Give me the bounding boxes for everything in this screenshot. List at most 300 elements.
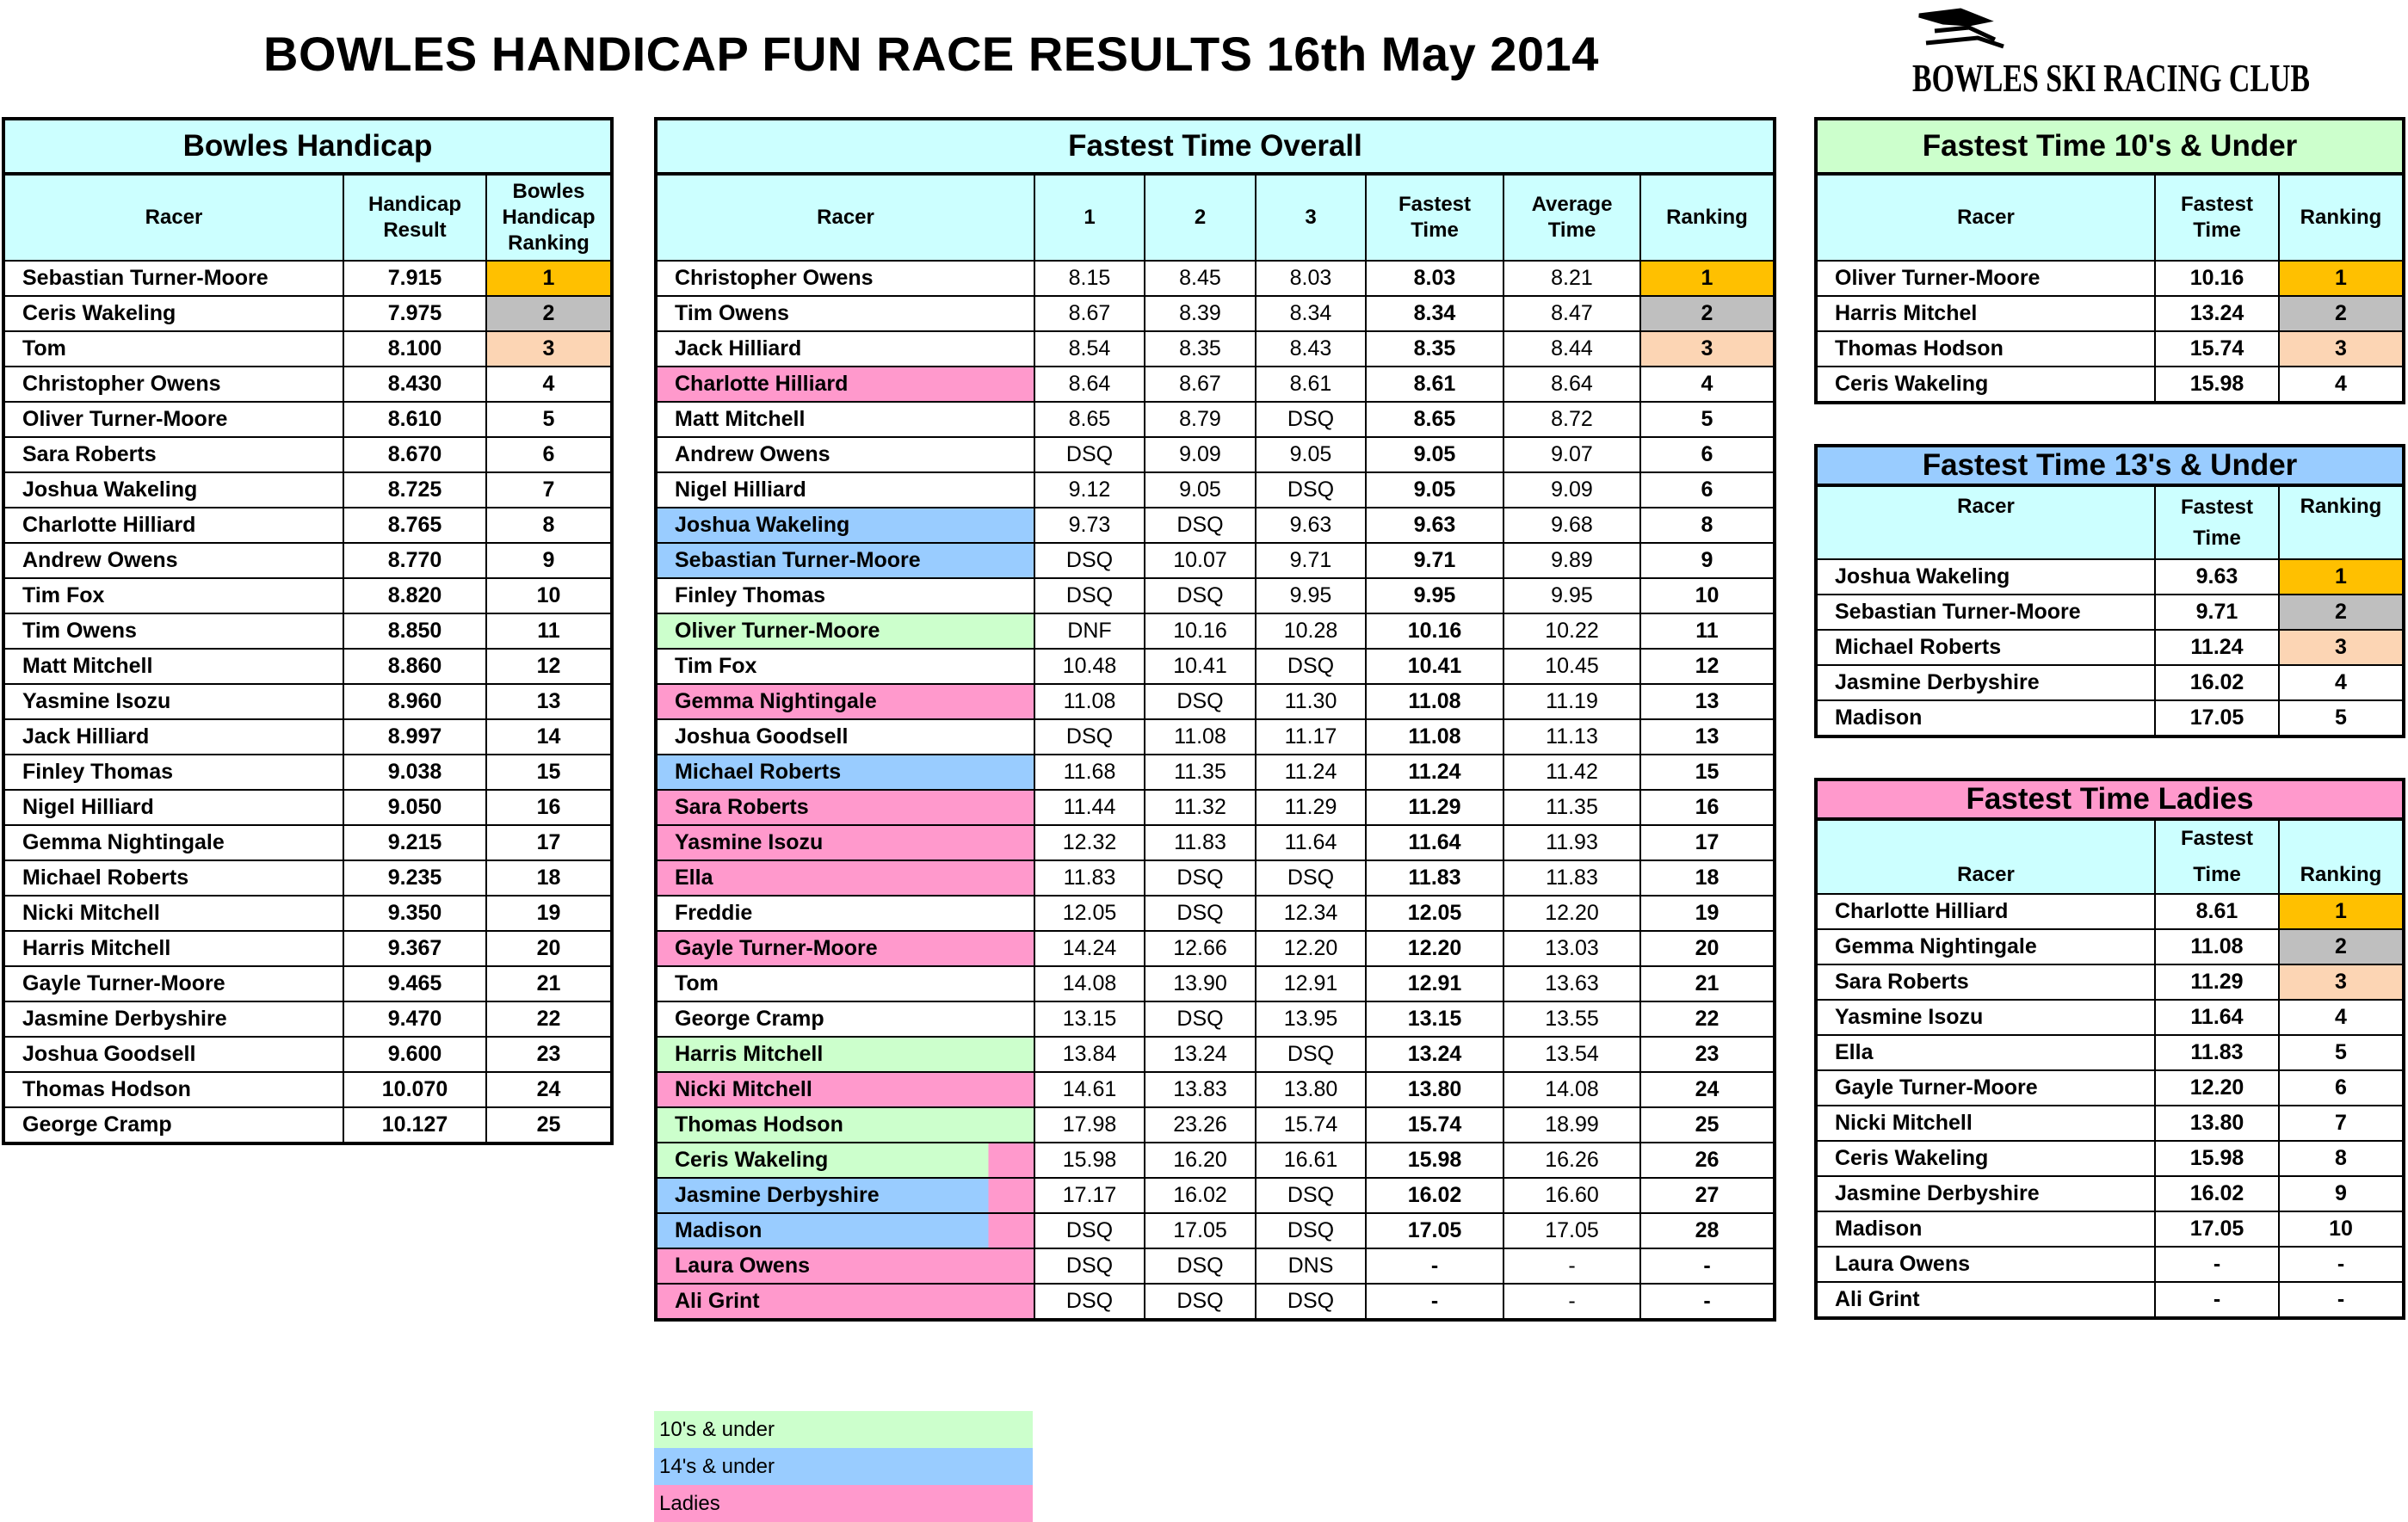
column-header: Ranking [2279, 819, 2404, 894]
value-cell: 11.08 [1034, 684, 1145, 719]
value-cell: - [2155, 1282, 2279, 1318]
value-cell: 8.34 [1366, 296, 1503, 331]
value-cell: 8.770 [343, 543, 486, 578]
value-cell: 11.29 [1256, 790, 1366, 825]
value-cell: 10.48 [1034, 649, 1145, 684]
value-cell: 8.34 [1256, 296, 1366, 331]
table-row [656, 649, 1775, 684]
ranking-cell: 18 [486, 860, 612, 896]
racer-name: Madison [1816, 700, 2155, 736]
racer-name: Ella [656, 860, 1034, 896]
table-row [656, 508, 1775, 543]
table-row [3, 719, 612, 755]
club-logo [1909, 5, 2318, 105]
ranking-cell: 7 [486, 472, 612, 508]
column-header: 2 [1145, 174, 1256, 261]
table-row [3, 296, 612, 331]
table-row [656, 684, 1775, 719]
table-row [656, 402, 1775, 437]
value-cell: 13.24 [1145, 1037, 1256, 1072]
racer-name: Tim Owens [3, 613, 343, 649]
racer-name: Joshua Wakeling [656, 508, 1034, 543]
value-cell: DSQ [1034, 437, 1145, 472]
racer-name: Ali Grint [656, 1284, 1034, 1320]
table-row [656, 1284, 1775, 1320]
racer-name: Gemma Nightingale [3, 825, 343, 860]
racer-name: Sara Roberts [1816, 964, 2155, 1000]
value-cell: 12.05 [1034, 896, 1145, 931]
racer-name: Ali Grint [1816, 1282, 2155, 1318]
ranking-cell: 13 [1640, 684, 1775, 719]
ranking-cell: 15 [486, 755, 612, 790]
racer-name: Laura Owens [656, 1248, 1034, 1284]
ranking-cell: 2 [486, 296, 612, 331]
value-cell: 12.32 [1034, 825, 1145, 860]
value-cell: 10.22 [1503, 613, 1640, 649]
value-cell: 16.02 [2155, 1176, 2279, 1211]
racer-name: Sebastian Turner-Moore [1816, 595, 2155, 630]
value-cell: DSQ [1034, 543, 1145, 578]
column-header: Fastest Time [2155, 819, 2279, 894]
ranking-cell: - [1640, 1248, 1775, 1284]
table-row [3, 1001, 612, 1037]
value-cell: 11.19 [1503, 684, 1640, 719]
column-header: Racer [3, 174, 343, 261]
value-cell: 8.850 [343, 613, 486, 649]
value-cell: 12.34 [1256, 896, 1366, 931]
value-cell: 9.038 [343, 755, 486, 790]
value-cell: DSQ [1034, 578, 1145, 613]
table-row [3, 472, 612, 508]
value-cell: - [1366, 1248, 1503, 1284]
ranking-cell: 7 [2279, 1106, 2404, 1141]
column-header: Bowles Handicap Ranking [486, 174, 612, 261]
racer-name: Jasmine Derbyshire [1816, 1176, 2155, 1211]
value-cell: 11.64 [1366, 825, 1503, 860]
racer-name: Gayle Turner-Moore [1816, 1070, 2155, 1106]
ranking-cell: 1 [1640, 261, 1775, 296]
value-cell: 7.975 [343, 296, 486, 331]
value-cell: 9.235 [343, 860, 486, 896]
racer-name: Sebastian Turner-Moore [3, 261, 343, 296]
table-row [656, 1213, 1775, 1248]
column-header: Racer [1816, 174, 2155, 261]
table-row [656, 860, 1775, 896]
ranking-cell: - [1640, 1284, 1775, 1320]
ranking-cell: 8 [486, 508, 612, 543]
value-cell: 17.05 [1366, 1213, 1503, 1248]
racer-name: Michael Roberts [3, 860, 343, 896]
racer-name: Harris Mitchell [3, 931, 343, 966]
value-cell: DSQ [1145, 1284, 1256, 1320]
value-cell: 15.98 [2155, 1141, 2279, 1176]
value-cell: 15.74 [1256, 1107, 1366, 1143]
value-cell: 8.65 [1366, 402, 1503, 437]
ranking-cell: 14 [486, 719, 612, 755]
racer-name: Jack Hilliard [656, 331, 1034, 367]
value-cell: 10.16 [2155, 261, 2279, 296]
ranking-cell: 1 [486, 261, 612, 296]
table-row [3, 684, 612, 719]
value-cell: 8.54 [1034, 331, 1145, 367]
value-cell: 10.41 [1145, 649, 1256, 684]
value-cell: 12.20 [1503, 896, 1640, 931]
racer-name: Madison [1816, 1211, 2155, 1247]
racer-name: Tom [3, 331, 343, 367]
value-cell: 11.83 [2155, 1035, 2279, 1070]
table-row [3, 1037, 612, 1072]
value-cell: 12.20 [2155, 1070, 2279, 1106]
ranking-cell: 12 [486, 649, 612, 684]
value-cell: 8.47 [1503, 296, 1640, 331]
table-row [656, 1248, 1775, 1284]
value-cell: 10.16 [1145, 613, 1256, 649]
table-row [656, 1001, 1775, 1037]
ranking-cell: 3 [2279, 630, 2404, 665]
racer-name: Joshua Wakeling [1816, 559, 2155, 595]
value-cell: 9.09 [1503, 472, 1640, 508]
value-cell: 8.43 [1256, 331, 1366, 367]
ranking-cell: 16 [1640, 790, 1775, 825]
ranking-cell: 11 [1640, 613, 1775, 649]
value-cell: 11.93 [1503, 825, 1640, 860]
value-cell: 15.74 [1366, 1107, 1503, 1143]
value-cell: DSQ [1034, 719, 1145, 755]
column-header: Racer [1816, 485, 2155, 559]
value-cell: DSQ [1145, 1001, 1256, 1037]
table-row [3, 896, 612, 931]
table-row [1816, 296, 2404, 331]
column-header: Racer [656, 174, 1034, 261]
table-row [656, 719, 1775, 755]
value-cell: 8.100 [343, 331, 486, 367]
value-cell: 9.07 [1503, 437, 1640, 472]
value-cell: - [2155, 1247, 2279, 1282]
value-cell: 9.12 [1034, 472, 1145, 508]
value-cell: 15.74 [2155, 331, 2279, 367]
ranking-cell: 23 [486, 1037, 612, 1072]
column-header: Fastest Time [1366, 174, 1503, 261]
table-row [656, 966, 1775, 1001]
value-cell: 15.98 [1034, 1143, 1145, 1178]
table-row [656, 613, 1775, 649]
value-cell: 8.64 [1034, 367, 1145, 402]
value-cell: 17.05 [1145, 1213, 1256, 1248]
value-cell: 11.08 [1366, 684, 1503, 719]
ranking-cell: 9 [2279, 1176, 2404, 1211]
racer-name: Finley Thomas [3, 755, 343, 790]
table-row [656, 755, 1775, 790]
ranking-cell: 1 [2279, 261, 2404, 296]
table-row [1816, 929, 2404, 964]
racer-name: Yasmine Isozu [1816, 1000, 2155, 1035]
value-cell: 9.95 [1366, 578, 1503, 613]
value-cell: 9.05 [1366, 472, 1503, 508]
racer-name: Laura Owens [1816, 1247, 2155, 1282]
value-cell: 11.13 [1503, 719, 1640, 755]
table-row [3, 402, 612, 437]
ranking-cell: 3 [1640, 331, 1775, 367]
value-cell: DSQ [1145, 508, 1256, 543]
racer-name: Andrew Owens [3, 543, 343, 578]
value-cell: 17.05 [2155, 1211, 2279, 1247]
value-cell: DSQ [1145, 578, 1256, 613]
racer-name: Gemma Nightingale [656, 684, 1034, 719]
value-cell: 11.64 [1256, 825, 1366, 860]
table-title: Fastest Time Overall [656, 119, 1775, 174]
ranking-cell: 3 [2279, 331, 2404, 367]
legend-ladies: Ladies [654, 1485, 1033, 1522]
value-cell: 7.915 [343, 261, 486, 296]
table-row [656, 543, 1775, 578]
ranking-cell: 22 [1640, 1001, 1775, 1037]
value-cell: DSQ [1145, 860, 1256, 896]
racer-name: Ceris Wakeling [1816, 367, 2155, 403]
table-row [1816, 559, 2404, 595]
table-row [656, 1143, 1775, 1178]
color-legend [654, 1411, 1033, 1522]
racer-name: Ceris Wakeling [1816, 1141, 2155, 1176]
value-cell: 16.20 [1145, 1143, 1256, 1178]
ranking-cell: 4 [2279, 367, 2404, 403]
fastest-time-tens-table [1814, 117, 2405, 404]
value-cell: 13.95 [1256, 1001, 1366, 1037]
value-cell: 10.070 [343, 1072, 486, 1107]
value-cell: - [1503, 1248, 1640, 1284]
value-cell: 10.127 [343, 1107, 486, 1143]
ranking-cell: - [2279, 1247, 2404, 1282]
value-cell: 16.26 [1503, 1143, 1640, 1178]
fastest-time-ladies-table [1814, 778, 2405, 1320]
table-row [1816, 595, 2404, 630]
value-cell: DSQ [1034, 1284, 1145, 1320]
ranking-cell: 4 [2279, 1000, 2404, 1035]
value-cell: DSQ [1034, 1248, 1145, 1284]
value-cell: 13.84 [1034, 1037, 1145, 1072]
ranking-cell: 25 [486, 1107, 612, 1143]
table-row [1816, 1106, 2404, 1141]
value-cell: 8.960 [343, 684, 486, 719]
racer-name: Harris Mitchel [1816, 296, 2155, 331]
value-cell: 12.20 [1256, 931, 1366, 966]
table-row [1816, 1176, 2404, 1211]
value-cell: 8.610 [343, 402, 486, 437]
table-row [656, 296, 1775, 331]
ranking-cell: 10 [2279, 1211, 2404, 1247]
ranking-cell: 21 [1640, 966, 1775, 1001]
page-title: BOWLES HANDICAP FUN RACE RESULTS 16th May 2014 [263, 27, 1599, 81]
value-cell: 11.24 [1366, 755, 1503, 790]
table-row [656, 331, 1775, 367]
value-cell: 16.02 [2155, 665, 2279, 700]
racer-name: Sara Roberts [656, 790, 1034, 825]
value-cell: 8.860 [343, 649, 486, 684]
table-row [656, 1107, 1775, 1143]
value-cell: DNF [1034, 613, 1145, 649]
racer-name: Jack Hilliard [3, 719, 343, 755]
ranking-cell: 13 [486, 684, 612, 719]
table-row [3, 578, 612, 613]
fastest-time-thirteens-table [1814, 444, 2405, 738]
value-cell: 8.64 [1503, 367, 1640, 402]
value-cell: DSQ [1145, 1248, 1256, 1284]
logo-text: BOWLES SKI RACING CLUB [1912, 56, 2310, 100]
value-cell: 11.29 [2155, 964, 2279, 1000]
value-cell: 9.09 [1145, 437, 1256, 472]
racer-name: Charlotte Hilliard [656, 367, 1034, 402]
table-row [656, 1178, 1775, 1213]
table-row [1816, 964, 2404, 1000]
table-row [656, 472, 1775, 508]
table-row [656, 367, 1775, 402]
ranking-cell: 8 [2279, 1141, 2404, 1176]
bowles-handicap-table [2, 117, 614, 1145]
racer-name: Tim Fox [3, 578, 343, 613]
racer-name: Oliver Turner-Moore [1816, 261, 2155, 296]
racer-name: Jasmine Derbyshire [3, 1001, 343, 1037]
racer-name: George Cramp [3, 1107, 343, 1143]
value-cell: 8.725 [343, 472, 486, 508]
racer-name: Joshua Goodsell [656, 719, 1034, 755]
value-cell: 9.05 [1145, 472, 1256, 508]
value-cell: 9.600 [343, 1037, 486, 1072]
ranking-cell: 21 [486, 966, 612, 1001]
racer-name: Nigel Hilliard [3, 790, 343, 825]
table-row [1816, 1035, 2404, 1070]
value-cell: 14.08 [1503, 1072, 1640, 1107]
table-row [1816, 261, 2404, 296]
value-cell: 8.45 [1145, 261, 1256, 296]
value-cell: 11.68 [1034, 755, 1145, 790]
racer-name: Christopher Owens [3, 367, 343, 402]
racer-name: Charlotte Hilliard [3, 508, 343, 543]
table-row [3, 508, 612, 543]
racer-name: Yasmine Isozu [3, 684, 343, 719]
ranking-cell: 5 [2279, 700, 2404, 736]
column-header: 1 [1034, 174, 1145, 261]
table-row [1816, 1211, 2404, 1247]
value-cell: 12.91 [1366, 966, 1503, 1001]
ranking-cell: 4 [2279, 665, 2404, 700]
column-header: Ranking [1640, 174, 1775, 261]
value-cell: 9.470 [343, 1001, 486, 1037]
value-cell: DSQ [1256, 649, 1366, 684]
value-cell: 9.367 [343, 931, 486, 966]
racer-name: Tim Fox [656, 649, 1034, 684]
value-cell: 11.30 [1256, 684, 1366, 719]
value-cell: 12.20 [1366, 931, 1503, 966]
racer-name: Michael Roberts [656, 755, 1034, 790]
value-cell: 8.61 [1366, 367, 1503, 402]
table-row [3, 860, 612, 896]
value-cell: 8.21 [1503, 261, 1640, 296]
value-cell: 13.55 [1503, 1001, 1640, 1037]
value-cell: 12.05 [1366, 896, 1503, 931]
ranking-cell: 2 [2279, 929, 2404, 964]
table-row [3, 1072, 612, 1107]
racer-name: Ella [1816, 1035, 2155, 1070]
racer-name: Oliver Turner-Moore [3, 402, 343, 437]
table-row [656, 1072, 1775, 1107]
value-cell: 8.67 [1034, 296, 1145, 331]
table-title: Fastest Time 10's & Under [1816, 119, 2404, 174]
table-row [3, 543, 612, 578]
value-cell: 17.17 [1034, 1178, 1145, 1213]
ranking-cell: 25 [1640, 1107, 1775, 1143]
ranking-cell: 17 [1640, 825, 1775, 860]
table-row [656, 437, 1775, 472]
value-cell: 8.03 [1366, 261, 1503, 296]
value-cell: 11.08 [2155, 929, 2279, 964]
column-header: Fastest Time [2155, 174, 2279, 261]
ranking-cell: 27 [1640, 1178, 1775, 1213]
value-cell: 11.44 [1034, 790, 1145, 825]
ranking-cell: 20 [486, 931, 612, 966]
table-row [3, 367, 612, 402]
table-row [1816, 1282, 2404, 1318]
table-row [656, 1037, 1775, 1072]
racer-name: Nicki Mitchell [1816, 1106, 2155, 1141]
racer-name: Tom [656, 966, 1034, 1001]
ranking-cell: 5 [486, 402, 612, 437]
ranking-cell: 11 [486, 613, 612, 649]
table-row [3, 931, 612, 966]
ranking-cell: 28 [1640, 1213, 1775, 1248]
table-row [1816, 1000, 2404, 1035]
value-cell: DNS [1256, 1248, 1366, 1284]
legend-fourteens: 14's & under [654, 1448, 1033, 1485]
value-cell: DSQ [1256, 860, 1366, 896]
column-header: Average Time [1503, 174, 1640, 261]
ranking-cell: 2 [2279, 595, 2404, 630]
value-cell: 11.24 [2155, 630, 2279, 665]
value-cell: 9.95 [1503, 578, 1640, 613]
racer-name: Harris Mitchell [656, 1037, 1034, 1072]
value-cell: DSQ [1145, 896, 1256, 931]
racer-name: Nicki Mitchell [3, 896, 343, 931]
value-cell: 11.83 [1145, 825, 1256, 860]
ranking-cell: 17 [486, 825, 612, 860]
value-cell: 8.670 [343, 437, 486, 472]
column-header: Handicap Result [343, 174, 486, 261]
ranking-cell: 3 [2279, 964, 2404, 1000]
racer-name: Tim Owens [656, 296, 1034, 331]
ranking-cell: 8 [1640, 508, 1775, 543]
racer-name: Nigel Hilliard [656, 472, 1034, 508]
value-cell: 8.39 [1145, 296, 1256, 331]
value-cell: 13.24 [1366, 1037, 1503, 1072]
ranking-cell: 4 [1640, 367, 1775, 402]
column-header: Ranking [2279, 174, 2404, 261]
ranking-cell: 22 [486, 1001, 612, 1037]
racer-name: Finley Thomas [656, 578, 1034, 613]
value-cell: 9.89 [1503, 543, 1640, 578]
ranking-cell: 10 [1640, 578, 1775, 613]
value-cell: 11.42 [1503, 755, 1640, 790]
ranking-cell: 12 [1640, 649, 1775, 684]
table-row [1816, 700, 2404, 736]
value-cell: 10.41 [1366, 649, 1503, 684]
ranking-cell: 3 [486, 331, 612, 367]
value-cell: 17.05 [2155, 700, 2279, 736]
racer-name: Joshua Wakeling [3, 472, 343, 508]
value-cell: DSQ [1256, 472, 1366, 508]
racer-name: Thomas Hodson [1816, 331, 2155, 367]
value-cell: 13.15 [1034, 1001, 1145, 1037]
value-cell: 11.29 [1366, 790, 1503, 825]
ranking-cell: 26 [1640, 1143, 1775, 1178]
value-cell: 9.73 [1034, 508, 1145, 543]
